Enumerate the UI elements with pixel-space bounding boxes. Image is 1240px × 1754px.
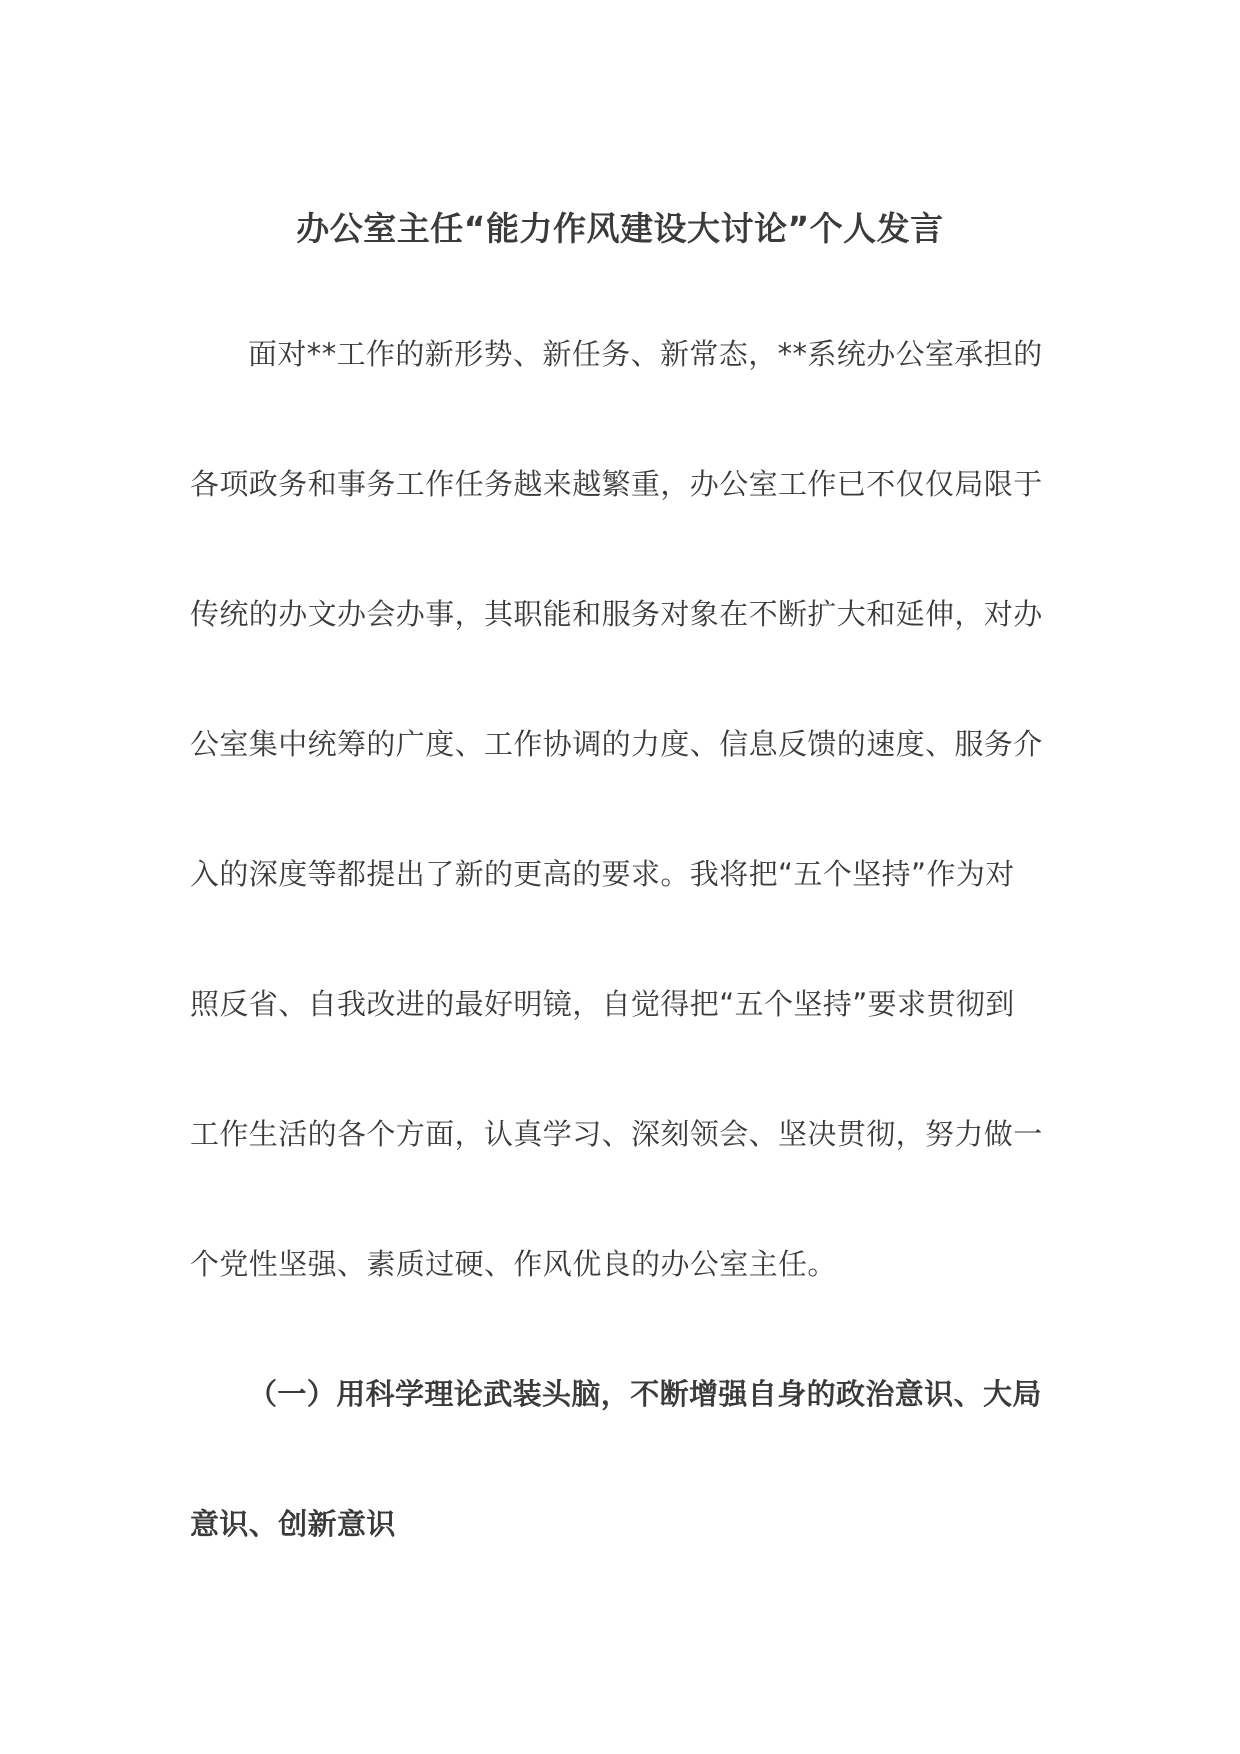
- section-heading-line: 意识、创新意识: [190, 1507, 396, 1541]
- section-heading-line: （一）用科学理论武装头脑，不断增强自身的政治意识、大局: [248, 1377, 1042, 1411]
- paragraph-line: 各项政务和事务工作任务越来越繁重，办公室工作已不仅仅局限于: [190, 467, 1043, 501]
- paragraph-line: 传统的办文办会办事，其职能和服务对象在不断扩大和延伸，对办: [190, 597, 1043, 631]
- paragraph-line: 面对**工作的新形势、新任务、新常态，**系统办公室承担的: [248, 337, 1043, 371]
- document-title: 办公室主任“能力作风建设大讨论”个人发言: [296, 209, 944, 248]
- paragraph-line: 工作生活的各个方面，认真学习、深刻领会、坚决贯彻，努力做一: [190, 1117, 1043, 1151]
- paragraph-line: 个党性坚强、素质过硬、作风优良的办公室主任。: [190, 1247, 837, 1281]
- paragraph-line: 照反省、自我改进的最好明镜，自觉得把“五个坚持”要求贯彻到: [190, 987, 1015, 1021]
- paragraph-line: 入的深度等都提出了新的更高的要求。我将把“五个坚持”作为对: [190, 857, 1015, 891]
- paragraph-line: 公室集中统筹的广度、工作协调的力度、信息反馈的速度、服务介: [190, 727, 1043, 761]
